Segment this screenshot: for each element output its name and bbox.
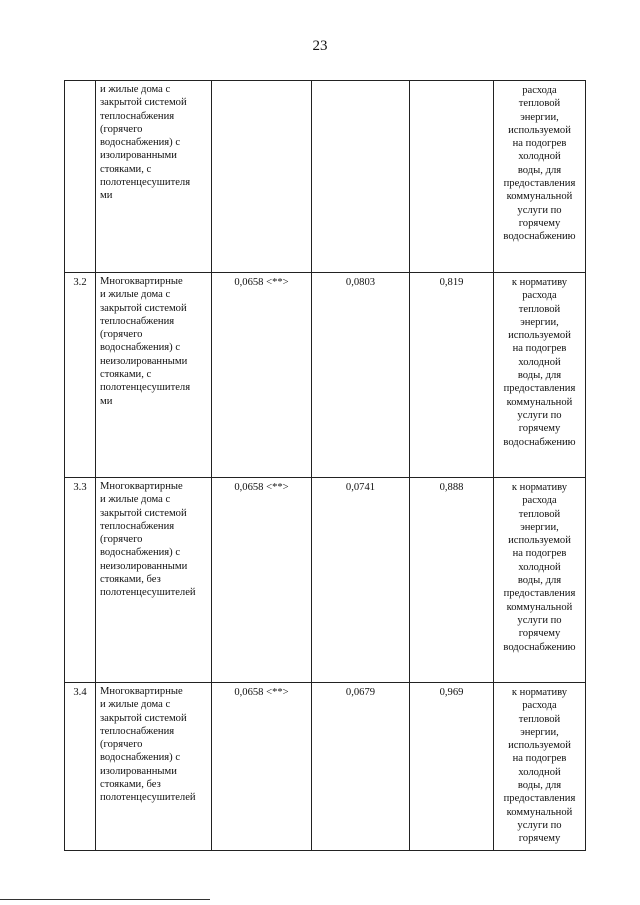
note-cell: к нормативу расхода тепловой энергии, используемой на подогрев холодной воды, для предоставления коммунальной услуги по горячему водоснабжению (494, 273, 586, 478)
table-row (65, 478, 586, 683)
value-cell-2: 0,0679 (312, 683, 410, 851)
row-number: 3.3 (65, 478, 96, 683)
row-number: 3.4 (65, 683, 96, 851)
value-cell-1 (212, 81, 312, 273)
page-number: 23 (312, 38, 328, 54)
row-number: 3.2 (65, 273, 96, 478)
value-cell-1: 0,0658 <**> (212, 273, 312, 478)
building-type-cell: Многоквартирные и жилые дома с закрытой системой теплоснабжения (горячего водоснабжения) с неизолированными стояками, без полотенцесушителей (96, 478, 212, 683)
value-cell-3: 0,888 (410, 478, 494, 683)
value-cell-1: 0,0658 <**> (212, 683, 312, 851)
tariff-table (64, 80, 586, 851)
building-type-cell: Многоквартирные и жилые дома с закрытой системой теплоснабжения (горячего водоснабжения) с неизолированными стояками, с полотенцесушителя ми (96, 273, 212, 478)
table-row (65, 683, 586, 851)
value-cell-2 (312, 81, 410, 273)
row-number (65, 81, 96, 273)
value-cell-1: 0,0658 <**> (212, 478, 312, 683)
value-cell-3: 0,969 (410, 683, 494, 851)
note-cell: расхода тепловой энергии, используемой на подогрев холодной воды, для предоставления коммунальной услуги по горячему водоснабжению (494, 81, 586, 273)
note-cell: к нормативу расхода тепловой энергии, используемой на подогрев холодной воды, для предоставления коммунальной услуги по горячему (494, 683, 586, 851)
table-row (65, 273, 586, 478)
value-cell-3: 0,819 (410, 273, 494, 478)
value-cell-2: 0,0803 (312, 273, 410, 478)
value-cell-2: 0,0741 (312, 478, 410, 683)
note-cell: к нормативу расхода тепловой энергии, используемой на подогрев холодной воды, для предоставления коммунальной услуги по горячему водоснабжению (494, 478, 586, 683)
building-type-cell: и жилые дома с закрытой системой теплоснабжения (горячего водоснабжения) с изолированными стояками, с полотенцесушителя ми (96, 81, 212, 273)
value-cell-3 (410, 81, 494, 273)
building-type-cell: Многоквартирные и жилые дома с закрытой системой теплоснабжения (горячего водоснабжения) с изолированными стояками, без полотенцесушителей (96, 683, 212, 851)
bottom-rule (0, 899, 210, 900)
table-row (65, 81, 586, 273)
